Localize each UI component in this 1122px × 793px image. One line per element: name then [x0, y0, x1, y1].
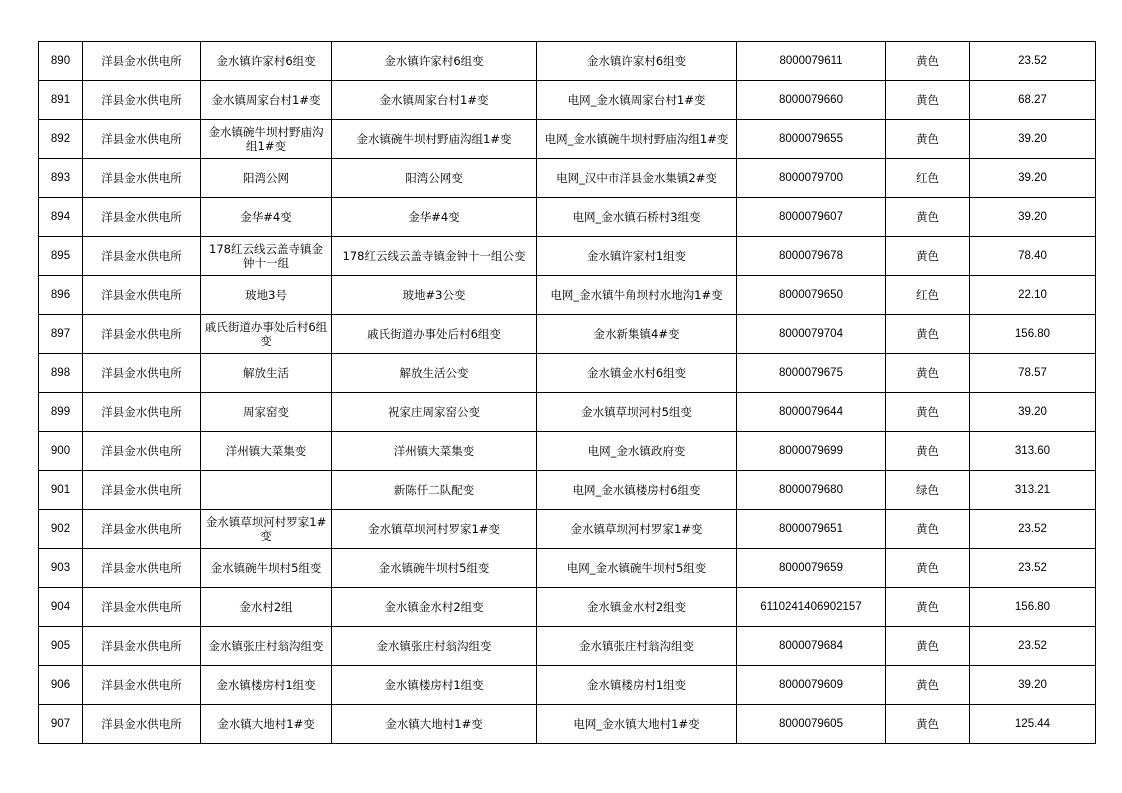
cell-capacity-value: 156.80: [970, 315, 1096, 354]
cell-station-name-1: 金水村2组: [201, 588, 332, 627]
cell-status-color: 红色: [886, 159, 970, 198]
cell-station-name-2: 金水镇张庄村翁沟组变: [332, 627, 537, 666]
cell-status-color: 黄色: [886, 393, 970, 432]
cell-grid-station-name: 金水镇草坝河村5组变: [537, 393, 737, 432]
cell-meter-id: 8000079675: [737, 354, 886, 393]
cell-station-name-2: 阳湾公网变: [332, 159, 537, 198]
cell-station-name-2: 178红云线云盖寺镇金钟十一组公变: [332, 237, 537, 276]
cell-grid-station-name: 电网_金水镇碗牛坝村5组变: [537, 549, 737, 588]
cell-status-color: 黄色: [886, 666, 970, 705]
cell-meter-id: 6110241406902157: [737, 588, 886, 627]
cell-row-number: 898: [39, 354, 83, 393]
cell-grid-station-name: 金水镇许家村6组变: [537, 42, 737, 81]
cell-capacity-value: 39.20: [970, 120, 1096, 159]
table-row: [39, 627, 1096, 666]
cell-supply-office: 洋县金水供电所: [83, 588, 201, 627]
table-row: [39, 705, 1096, 744]
cell-row-number: 902: [39, 510, 83, 549]
cell-grid-station-name: 金水镇金水村2组变: [537, 588, 737, 627]
cell-status-color: 黄色: [886, 315, 970, 354]
cell-meter-id: 8000079655: [737, 120, 886, 159]
cell-row-number: 891: [39, 81, 83, 120]
cell-meter-id: 8000079699: [737, 432, 886, 471]
cell-grid-station-name: 电网_金水镇政府变: [537, 432, 737, 471]
cell-row-number: 905: [39, 627, 83, 666]
cell-station-name-1: 洋州镇大菜集变: [201, 432, 332, 471]
cell-station-name-2: 解放生活公变: [332, 354, 537, 393]
cell-grid-station-name: 金水镇张庄村翁沟组变: [537, 627, 737, 666]
cell-status-color: 黄色: [886, 237, 970, 276]
cell-status-color: 绿色: [886, 471, 970, 510]
data-table: [38, 41, 1096, 744]
cell-station-name-2: 金水镇碗牛坝村5组变: [332, 549, 537, 588]
cell-grid-station-name: 电网_金水镇碗牛坝村野庙沟组1#变: [537, 120, 737, 159]
cell-meter-id: 8000079680: [737, 471, 886, 510]
cell-supply-office: 洋县金水供电所: [83, 276, 201, 315]
cell-supply-office: 洋县金水供电所: [83, 315, 201, 354]
cell-meter-id: 8000079678: [737, 237, 886, 276]
cell-capacity-value: 39.20: [970, 393, 1096, 432]
cell-station-name-1: 阳湾公网: [201, 159, 332, 198]
cell-meter-id: 8000079611: [737, 42, 886, 81]
cell-supply-office: 洋县金水供电所: [83, 198, 201, 237]
cell-row-number: 895: [39, 237, 83, 276]
cell-station-name-1: 178红云线云盖寺镇金钟十一组: [201, 237, 332, 276]
cell-grid-station-name: 电网_金水镇周家台村1#变: [537, 81, 737, 120]
table-row: [39, 588, 1096, 627]
cell-status-color: 黄色: [886, 42, 970, 81]
cell-station-name-1: 金水镇大地村1#变: [201, 705, 332, 744]
cell-row-number: 899: [39, 393, 83, 432]
cell-row-number: 901: [39, 471, 83, 510]
cell-supply-office: 洋县金水供电所: [83, 42, 201, 81]
cell-grid-station-name: 金水镇许家村1组变: [537, 237, 737, 276]
table-row: [39, 666, 1096, 705]
cell-station-name-2: 金水镇许家村6组变: [332, 42, 537, 81]
cell-capacity-value: 125.44: [970, 705, 1096, 744]
cell-station-name-2: 金水镇碗牛坝村野庙沟组1#变: [332, 120, 537, 159]
cell-meter-id: 8000079704: [737, 315, 886, 354]
cell-station-name-1: [201, 471, 332, 510]
table-row: [39, 315, 1096, 354]
cell-meter-id: 8000079650: [737, 276, 886, 315]
cell-station-name-1: 金水镇草坝河村罗家1#变: [201, 510, 332, 549]
cell-meter-id: 8000079684: [737, 627, 886, 666]
cell-station-name-1: 玻地3号: [201, 276, 332, 315]
table-row: [39, 471, 1096, 510]
cell-capacity-value: 39.20: [970, 198, 1096, 237]
table-row: [39, 276, 1096, 315]
cell-status-color: 黄色: [886, 705, 970, 744]
cell-grid-station-name: 电网_汉中市洋县金水集镇2#变: [537, 159, 737, 198]
cell-supply-office: 洋县金水供电所: [83, 549, 201, 588]
cell-station-name-2: 玻地#3公变: [332, 276, 537, 315]
cell-grid-station-name: 金水镇草坝河村罗家1#变: [537, 510, 737, 549]
cell-capacity-value: 68.27: [970, 81, 1096, 120]
cell-supply-office: 洋县金水供电所: [83, 471, 201, 510]
cell-capacity-value: 23.52: [970, 627, 1096, 666]
table-row: [39, 159, 1096, 198]
cell-station-name-2: 金水镇大地村1#变: [332, 705, 537, 744]
table-row: [39, 120, 1096, 159]
cell-station-name-1: 解放生活: [201, 354, 332, 393]
cell-station-name-2: 金水镇楼房村1组变: [332, 666, 537, 705]
cell-meter-id: 8000079607: [737, 198, 886, 237]
cell-row-number: 900: [39, 432, 83, 471]
cell-status-color: 黄色: [886, 120, 970, 159]
cell-supply-office: 洋县金水供电所: [83, 627, 201, 666]
cell-supply-office: 洋县金水供电所: [83, 393, 201, 432]
cell-capacity-value: 156.80: [970, 588, 1096, 627]
cell-capacity-value: 22.10: [970, 276, 1096, 315]
cell-row-number: 907: [39, 705, 83, 744]
cell-station-name-2: 戚氏街道办事处后村6组变: [332, 315, 537, 354]
cell-station-name-2: 金水镇草坝河村罗家1#变: [332, 510, 537, 549]
cell-supply-office: 洋县金水供电所: [83, 159, 201, 198]
cell-grid-station-name: 金水镇金水村6组变: [537, 354, 737, 393]
table-row: [39, 237, 1096, 276]
table-row: [39, 549, 1096, 588]
cell-grid-station-name: 电网_金水镇石桥村3组变: [537, 198, 737, 237]
cell-capacity-value: 39.20: [970, 666, 1096, 705]
table-row: [39, 81, 1096, 120]
cell-row-number: 893: [39, 159, 83, 198]
cell-meter-id: 8000079651: [737, 510, 886, 549]
cell-station-name-2: 金水镇周家台村1#变: [332, 81, 537, 120]
cell-station-name-1: 金华#4变: [201, 198, 332, 237]
table-row: [39, 393, 1096, 432]
cell-row-number: 890: [39, 42, 83, 81]
cell-status-color: 黄色: [886, 354, 970, 393]
cell-row-number: 896: [39, 276, 83, 315]
cell-station-name-1: 周家窑变: [201, 393, 332, 432]
cell-status-color: 黄色: [886, 198, 970, 237]
cell-status-color: 黄色: [886, 81, 970, 120]
cell-supply-office: 洋县金水供电所: [83, 354, 201, 393]
cell-meter-id: 8000079700: [737, 159, 886, 198]
cell-grid-station-name: 电网_金水镇大地村1#变: [537, 705, 737, 744]
cell-grid-station-name: 电网_金水镇楼房村6组变: [537, 471, 737, 510]
table-row: [39, 432, 1096, 471]
cell-row-number: 904: [39, 588, 83, 627]
table-body: [39, 42, 1096, 744]
cell-meter-id: 8000079644: [737, 393, 886, 432]
cell-station-name-2: 新陈仟二队配变: [332, 471, 537, 510]
cell-meter-id: 8000079660: [737, 81, 886, 120]
cell-meter-id: 8000079605: [737, 705, 886, 744]
cell-station-name-1: 金水镇周家台村1#变: [201, 81, 332, 120]
cell-capacity-value: 78.57: [970, 354, 1096, 393]
cell-capacity-value: 78.40: [970, 237, 1096, 276]
cell-meter-id: 8000079659: [737, 549, 886, 588]
cell-capacity-value: 23.52: [970, 549, 1096, 588]
cell-station-name-2: 金华#4变: [332, 198, 537, 237]
cell-station-name-2: 金水镇金水村2组变: [332, 588, 537, 627]
cell-grid-station-name: 金水新集镇4#变: [537, 315, 737, 354]
cell-supply-office: 洋县金水供电所: [83, 237, 201, 276]
cell-status-color: 黄色: [886, 627, 970, 666]
cell-station-name-2: 洋州镇大菜集变: [332, 432, 537, 471]
cell-status-color: 黄色: [886, 510, 970, 549]
cell-supply-office: 洋县金水供电所: [83, 510, 201, 549]
cell-station-name-1: 金水镇楼房村1组变: [201, 666, 332, 705]
table-row: [39, 198, 1096, 237]
cell-grid-station-name: 金水镇楼房村1组变: [537, 666, 737, 705]
cell-supply-office: 洋县金水供电所: [83, 120, 201, 159]
cell-station-name-1: 金水镇碗牛坝村野庙沟组1#变: [201, 120, 332, 159]
cell-meter-id: 8000079609: [737, 666, 886, 705]
cell-supply-office: 洋县金水供电所: [83, 81, 201, 120]
cell-row-number: 892: [39, 120, 83, 159]
cell-supply-office: 洋县金水供电所: [83, 432, 201, 471]
cell-status-color: 黄色: [886, 588, 970, 627]
cell-station-name-1: 金水镇张庄村翁沟组变: [201, 627, 332, 666]
cell-grid-station-name: 电网_金水镇牛角坝村水地沟1#变: [537, 276, 737, 315]
cell-capacity-value: 313.60: [970, 432, 1096, 471]
cell-row-number: 903: [39, 549, 83, 588]
cell-station-name-1: 金水镇碗牛坝村5组变: [201, 549, 332, 588]
cell-station-name-1: 金水镇许家村6组变: [201, 42, 332, 81]
cell-station-name-1: 戚氏街道办事处后村6组变: [201, 315, 332, 354]
table-row: [39, 42, 1096, 81]
cell-capacity-value: 23.52: [970, 42, 1096, 81]
cell-capacity-value: 39.20: [970, 159, 1096, 198]
cell-row-number: 906: [39, 666, 83, 705]
cell-station-name-2: 祝家庄周家窑公变: [332, 393, 537, 432]
cell-supply-office: 洋县金水供电所: [83, 666, 201, 705]
table-row: [39, 354, 1096, 393]
cell-status-color: 黄色: [886, 549, 970, 588]
cell-supply-office: 洋县金水供电所: [83, 705, 201, 744]
cell-row-number: 897: [39, 315, 83, 354]
cell-status-color: 红色: [886, 276, 970, 315]
table-row: [39, 510, 1096, 549]
cell-capacity-value: 313.21: [970, 471, 1096, 510]
cell-row-number: 894: [39, 198, 83, 237]
cell-capacity-value: 23.52: [970, 510, 1096, 549]
cell-status-color: 黄色: [886, 432, 970, 471]
